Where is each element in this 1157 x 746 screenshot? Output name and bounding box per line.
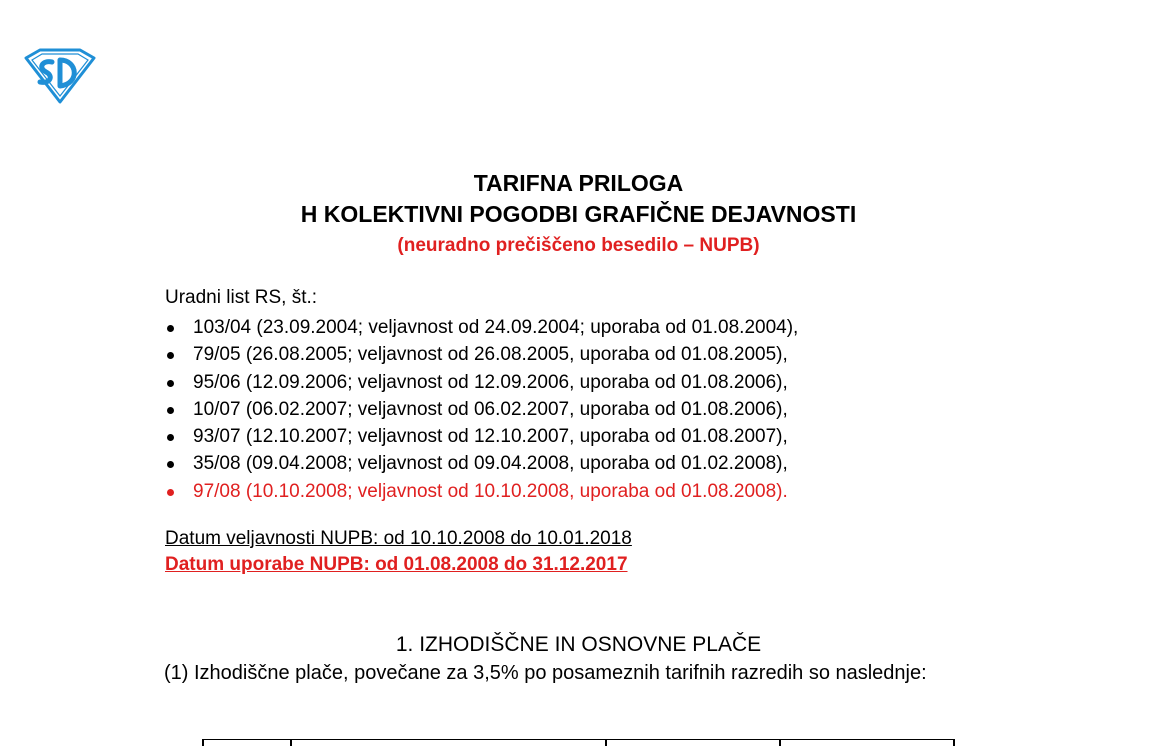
table-column-divider [605,740,607,746]
bullet-icon [167,407,174,414]
bullet-icon [167,434,174,441]
table-column-divider [202,740,204,746]
list-item-text: 103/04 (23.09.2004; veljavnost od 24.09.2004; uporaba od 01.08.2004), [193,317,799,338]
gazette-list [165,314,798,505]
table-column-divider [290,740,292,746]
table-column-divider [953,740,955,746]
list-item [165,450,798,477]
list-item [165,314,798,341]
list-item [165,396,798,423]
list-item [165,423,798,450]
list-item-text: 93/07 (12.10.2007; veljavnost od 12.10.2007, uporaba od 01.08.2007), [193,426,788,448]
bullet-icon [167,325,174,332]
list-item-text: 95/06 (12.09.2006; veljavnost od 12.09.2006, uporaba od 01.08.2006), [193,371,788,393]
sd-shield-logo-icon [22,46,96,104]
bullet-icon [167,352,174,359]
list-item-highlighted [165,478,798,505]
table-column-divider [779,740,781,746]
list-item [165,341,798,368]
list-item-text: 35/08 (09.04.2008; veljavnost od 09.04.2008, uporaba od 01.02.2008), [193,453,788,475]
paragraph-text: (1) Izhodiščne plače, povečane za 3,5% po posameznih tarifnih razredih so naslednje: [164,662,927,684]
usage-date: Datum uporabe NUPB: od 01.08.2008 do 31.12.2017 [165,554,628,575]
document-title: TARIFNA PRILOGA [473,170,684,196]
document-subtitle: (neuradno prečiščeno besedilo – NUPB) [397,235,760,256]
bullet-icon [167,380,174,387]
bullet-icon [167,489,174,496]
list-item [165,369,798,396]
bullet-icon [167,461,174,468]
list-intro: Uradni list RS, št.: [165,287,318,308]
document-title-line2: H KOLEKTIVNI POGODBI GRAFIČNE DEJAVNOSTI [300,201,857,227]
list-item-text: 79/05 (26.08.2005; veljavnost od 26.08.2005, uporaba od 01.08.2005), [193,344,788,366]
section-heading: 1. IZHODIŠČNE IN OSNOVNE PLAČE [395,633,762,656]
list-item-text: 10/07 (06.02.2007; veljavnost od 06.02.2007, uporaba od 01.08.2006), [193,398,788,420]
section-paragraph [137,660,1020,687]
validity-date: Datum veljavnosti NUPB: od 10.10.2008 do 10.01.2018 [165,528,632,549]
salary-table-top-border [202,739,955,744]
list-item-text: 97/08 (10.10.2008; veljavnost od 10.10.2008, uporaba od 01.08.2008). [193,480,788,502]
